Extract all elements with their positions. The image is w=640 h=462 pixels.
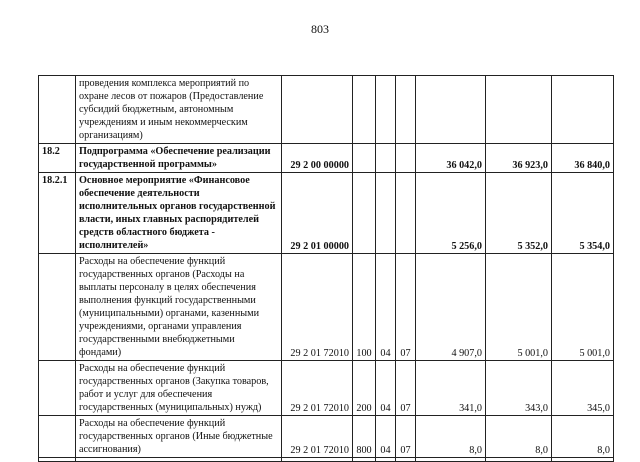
row-year3 [552,76,614,144]
table-row [39,76,614,144]
row-csr: 29 2 00 00000 [282,144,353,173]
table-row [39,173,614,254]
row-year3: 5 001,0 [552,254,614,361]
row-number: 18.2.1 [39,173,76,254]
row-year2: 8,0 [486,416,552,458]
budget-table [38,75,614,462]
row-year1: 8,0 [416,416,486,458]
row-pr [396,173,416,254]
row-number [39,76,76,144]
row-year1: 36 042,0 [416,144,486,173]
row-year2 [486,76,552,144]
row-rz: 04 [376,361,396,416]
row-year2: 5 352,0 [486,173,552,254]
row-number: 18.2 [39,144,76,173]
row-csr [282,76,353,144]
row-vr: 800 [353,416,376,458]
row-name: проведения комплекса мероприятий по охране лесов от пожаров (Предоставление субсидий бюджетным, автономным учреждениям и иным некоммерческим организациям) [76,76,282,144]
row-rz [376,173,396,254]
row-year2: 36 923,0 [486,144,552,173]
row-vr: 200 [353,361,376,416]
row-year1: 4 907,0 [416,254,486,361]
table-row-continuation [39,458,614,462]
row-vr [353,144,376,173]
row-year3: 8,0 [552,416,614,458]
row-number [39,416,76,458]
row-name: Расходы на обеспечение функций государственных органов (Иные бюджетные ассигнования) [76,416,282,458]
row-pr: 07 [396,361,416,416]
row-year3: 5 354,0 [552,173,614,254]
row-csr: 29 2 01 72010 [282,416,353,458]
row-pr [396,144,416,173]
row-name: Подпрограмма «Обеспечение реализации государственной программы» [76,144,282,173]
table-row [39,361,614,416]
table-row [39,144,614,173]
row-pr: 07 [396,416,416,458]
table-row [39,416,614,458]
row-vr: 100 [353,254,376,361]
row-pr: 07 [396,254,416,361]
row-year2: 343,0 [486,361,552,416]
row-year3: 345,0 [552,361,614,416]
row-csr: 29 2 01 00000 [282,173,353,254]
row-name: Основное мероприятие «Финансовое обеспечение деятельности исполнительных органов государственной власти, иных главных распорядителей средств областного бюджета - исполнителей» [76,173,282,254]
row-vr [353,76,376,144]
row-name: Расходы на обеспечение функций государственных органов (Закупка товаров, работ и услуг для обеспечения государственных (муниципальных) нужд) [76,361,282,416]
row-rz [376,144,396,173]
table-body [39,76,614,462]
row-name: Расходы на обеспечение функций государственных органов (Расходы на выплаты персоналу в целях обеспечения выполнения функций государственными (муниципальными) органами, казенными учреждениями, органами управления государственными внебюджетными фондами) [76,254,282,361]
table-row [39,254,614,361]
row-rz [376,76,396,144]
row-year1: 341,0 [416,361,486,416]
row-csr: 29 2 01 72010 [282,361,353,416]
row-csr: 29 2 01 72010 [282,254,353,361]
row-pr [396,76,416,144]
row-rz: 04 [376,416,396,458]
row-number [39,361,76,416]
page-number: 803 [311,22,329,36]
row-rz: 04 [376,254,396,361]
row-year1 [416,76,486,144]
row-year1: 5 256,0 [416,173,486,254]
row-year2: 5 001,0 [486,254,552,361]
row-number [39,254,76,361]
row-vr [353,173,376,254]
row-year3: 36 840,0 [552,144,614,173]
